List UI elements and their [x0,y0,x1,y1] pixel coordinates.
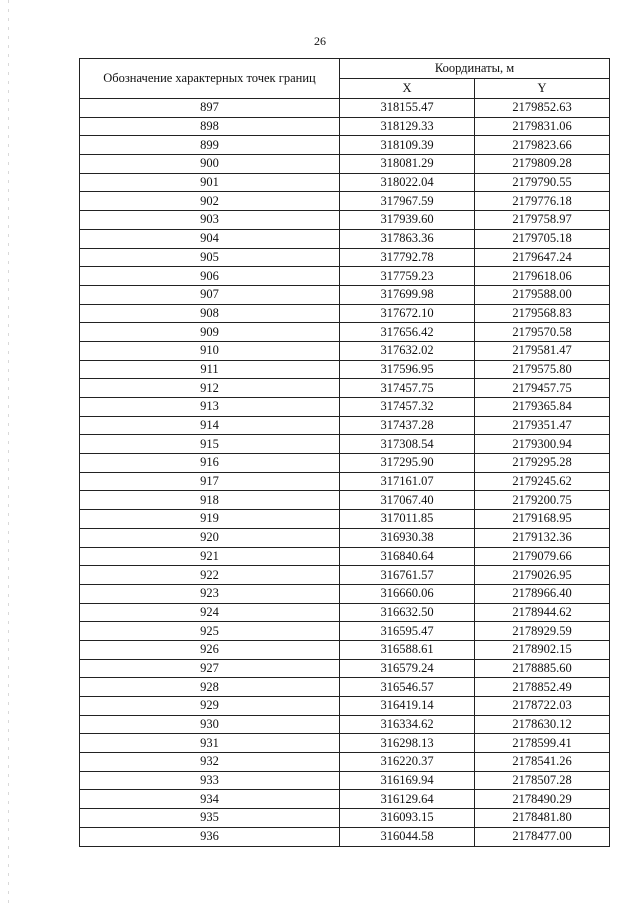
table-row [80,192,610,211]
point-number-cell: 907 [80,285,340,304]
point-number-cell: 905 [80,248,340,267]
y-coordinate-cell: 2179300.94 [475,435,610,454]
table-row [80,584,610,603]
x-coordinate-cell: 316579.24 [340,659,475,678]
y-coordinate-cell: 2179570.58 [475,323,610,342]
y-coordinate-cell: 2179758.97 [475,211,610,230]
point-number-cell: 911 [80,360,340,379]
x-coordinate-cell: 317596.95 [340,360,475,379]
y-coordinate-cell: 2179132.36 [475,528,610,547]
y-coordinate-cell: 2178929.59 [475,622,610,641]
x-coordinate-cell: 316840.64 [340,547,475,566]
y-coordinate-cell: 2178885.60 [475,659,610,678]
table-row [80,697,610,716]
y-coordinate-cell: 2179852.63 [475,99,610,118]
table-row [80,603,610,622]
x-coordinate-cell: 317457.32 [340,398,475,417]
point-number-cell: 913 [80,398,340,417]
table-row [80,659,610,678]
table-row [80,734,610,753]
table-row [80,435,610,454]
y-coordinate-cell: 2179588.00 [475,285,610,304]
y-coordinate-cell: 2179295.28 [475,454,610,473]
point-number-cell: 918 [80,491,340,510]
x-coordinate-cell: 317656.42 [340,323,475,342]
table-row [80,398,610,417]
point-number-cell: 924 [80,603,340,622]
y-coordinate-cell: 2178902.15 [475,640,610,659]
table-row [80,827,610,846]
point-number-cell: 921 [80,547,340,566]
table-row [80,566,610,585]
table-row [80,472,610,491]
point-number-cell: 933 [80,771,340,790]
coordinates-table [79,58,610,847]
x-coordinate-cell: 316930.38 [340,528,475,547]
y-coordinate-cell: 2179351.47 [475,416,610,435]
x-coordinate-cell: 316044.58 [340,827,475,846]
x-coordinate-cell: 317863.36 [340,229,475,248]
x-column-header: X [340,79,475,99]
x-coordinate-cell: 318155.47 [340,99,475,118]
y-coordinate-cell: 2179581.47 [475,341,610,360]
table-row [80,360,610,379]
x-coordinate-cell: 317067.40 [340,491,475,510]
y-coordinate-cell: 2179365.84 [475,398,610,417]
point-number-cell: 936 [80,827,340,846]
x-coordinate-cell: 317759.23 [340,267,475,286]
table-row [80,341,610,360]
y-coordinate-cell: 2179457.75 [475,379,610,398]
y-coordinate-cell: 2179079.66 [475,547,610,566]
y-coordinate-cell: 2179776.18 [475,192,610,211]
y-coordinate-cell: 2179831.06 [475,117,610,136]
point-number-cell: 934 [80,790,340,809]
y-coordinate-cell: 2178490.29 [475,790,610,809]
page-number: 26 [314,34,326,48]
point-number-cell: 900 [80,155,340,174]
table-row [80,622,610,641]
y-coordinate-cell: 2178966.40 [475,584,610,603]
x-coordinate-cell: 317457.75 [340,379,475,398]
x-coordinate-cell: 318109.39 [340,136,475,155]
x-coordinate-cell: 316595.47 [340,622,475,641]
table-row [80,547,610,566]
point-number-cell: 903 [80,211,340,230]
point-number-cell: 935 [80,809,340,828]
x-coordinate-cell: 317967.59 [340,192,475,211]
y-coordinate-cell: 2179026.95 [475,566,610,585]
table-row [80,771,610,790]
y-coordinate-cell: 2178944.62 [475,603,610,622]
x-coordinate-cell: 317308.54 [340,435,475,454]
x-coordinate-cell: 316220.37 [340,753,475,772]
table-row [80,454,610,473]
point-number-cell: 910 [80,341,340,360]
y-coordinate-cell: 2179568.83 [475,304,610,323]
y-coordinate-cell: 2179705.18 [475,229,610,248]
point-number-cell: 914 [80,416,340,435]
point-number-cell: 915 [80,435,340,454]
table-row [80,528,610,547]
table-row [80,678,610,697]
scan-edge-mark [8,0,9,905]
y-coordinate-cell: 2179575.80 [475,360,610,379]
x-coordinate-cell: 317437.28 [340,416,475,435]
point-number-cell: 912 [80,379,340,398]
table-row [80,416,610,435]
y-coordinate-cell: 2178541.26 [475,753,610,772]
point-number-cell: 917 [80,472,340,491]
x-coordinate-cell: 316632.50 [340,603,475,622]
x-coordinate-cell: 317792.78 [340,248,475,267]
point-number-cell: 931 [80,734,340,753]
x-coordinate-cell: 316334.62 [340,715,475,734]
table-row [80,640,610,659]
table-row [80,248,610,267]
x-coordinate-cell: 317161.07 [340,472,475,491]
x-coordinate-cell: 318081.29 [340,155,475,174]
x-coordinate-cell: 317672.10 [340,304,475,323]
x-coordinate-cell: 317295.90 [340,454,475,473]
x-coordinate-cell: 316761.57 [340,566,475,585]
point-number-cell: 928 [80,678,340,697]
y-coordinate-cell: 2179809.28 [475,155,610,174]
table-body [80,99,610,847]
x-coordinate-cell: 317632.02 [340,341,475,360]
y-coordinate-cell: 2179168.95 [475,510,610,529]
y-coordinate-cell: 2179200.75 [475,491,610,510]
table-row [80,715,610,734]
table-row [80,173,610,192]
table-row [80,790,610,809]
y-coordinate-cell: 2178722.03 [475,697,610,716]
x-coordinate-cell: 316546.57 [340,678,475,697]
table-row [80,285,610,304]
x-coordinate-cell: 316093.15 [340,809,475,828]
x-coordinate-cell: 318022.04 [340,173,475,192]
y-coordinate-cell: 2178481.80 [475,809,610,828]
point-number-cell: 899 [80,136,340,155]
table-row [80,267,610,286]
x-coordinate-cell: 316129.64 [340,790,475,809]
x-coordinate-cell: 316169.94 [340,771,475,790]
table-row [80,136,610,155]
table-row [80,379,610,398]
x-coordinate-cell: 317699.98 [340,285,475,304]
point-number-cell: 919 [80,510,340,529]
point-number-cell: 926 [80,640,340,659]
x-coordinate-cell: 316588.61 [340,640,475,659]
y-coordinate-cell: 2178630.12 [475,715,610,734]
point-number-cell: 908 [80,304,340,323]
x-coordinate-cell: 316660.06 [340,584,475,603]
table-row [80,211,610,230]
table-row [80,323,610,342]
y-coordinate-cell: 2178477.00 [475,827,610,846]
table-row [80,304,610,323]
y-coordinate-cell: 2179245.62 [475,472,610,491]
x-coordinate-cell: 317011.85 [340,510,475,529]
y-coordinate-cell: 2178507.28 [475,771,610,790]
x-coordinate-cell: 317939.60 [340,211,475,230]
coords-column-header: Координаты, м [340,59,610,79]
point-number-cell: 897 [80,99,340,118]
point-number-cell: 909 [80,323,340,342]
y-coordinate-cell: 2179647.24 [475,248,610,267]
table-header [80,59,610,99]
point-number-cell: 923 [80,584,340,603]
y-coordinate-cell: 2178852.49 [475,678,610,697]
y-coordinate-cell: 2179790.55 [475,173,610,192]
point-number-cell: 929 [80,697,340,716]
table-row [80,99,610,118]
point-number-cell: 920 [80,528,340,547]
x-coordinate-cell: 316419.14 [340,697,475,716]
point-number-cell: 925 [80,622,340,641]
point-number-cell: 902 [80,192,340,211]
table-row [80,491,610,510]
point-number-cell: 932 [80,753,340,772]
y-coordinate-cell: 2178599.41 [475,734,610,753]
points-column-header: Обозначение характерных точек границ [80,59,340,99]
table-row [80,117,610,136]
point-number-cell: 901 [80,173,340,192]
table-row [80,510,610,529]
point-number-cell: 930 [80,715,340,734]
x-coordinate-cell: 316298.13 [340,734,475,753]
y-coordinate-cell: 2179823.66 [475,136,610,155]
point-number-cell: 904 [80,229,340,248]
x-coordinate-cell: 318129.33 [340,117,475,136]
table-row [80,155,610,174]
y-column-header: Y [475,79,610,99]
y-coordinate-cell: 2179618.06 [475,267,610,286]
table-row [80,809,610,828]
table-row [80,753,610,772]
point-number-cell: 906 [80,267,340,286]
point-number-cell: 898 [80,117,340,136]
point-number-cell: 922 [80,566,340,585]
point-number-cell: 927 [80,659,340,678]
point-number-cell: 916 [80,454,340,473]
table-row [80,229,610,248]
